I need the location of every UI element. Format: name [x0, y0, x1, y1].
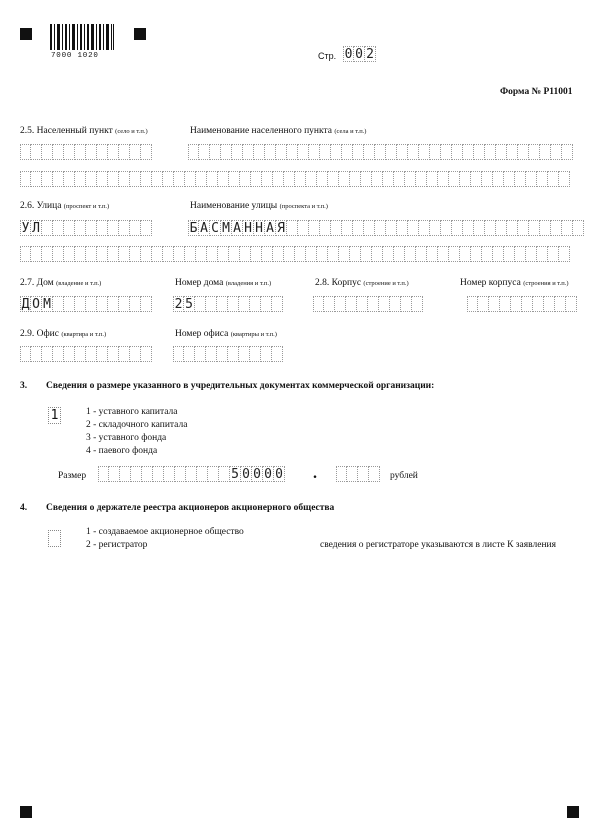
section3-number: 3. [20, 381, 28, 391]
street-name-char: А [265, 220, 276, 236]
settlement-name-label: Наименование населенного пункта (села и т.п.) [190, 126, 367, 136]
building-label: 2.8. Корпус (строение и т.п.) [315, 278, 409, 288]
capital-type-checkbox[interactable]: 1 [48, 407, 61, 424]
street-name-char: А [232, 220, 243, 236]
street-name-char: А [199, 220, 210, 236]
office-number-field[interactable] [173, 346, 283, 362]
corner-marker-bottom-left [20, 806, 32, 818]
registry-option-2: 2 - регистратор [86, 540, 148, 550]
registry-option-1: 1 - создаваемое акционерное общество [86, 527, 244, 537]
house-type-field[interactable] [20, 296, 152, 312]
house-type-char: М [42, 296, 53, 312]
building-number-label: Номер корпуса (строения и т.п.) [460, 278, 569, 288]
currency-label: рублей [390, 471, 418, 481]
street-type-char: Л [31, 220, 42, 236]
registry-holder-checkbox[interactable] [48, 530, 61, 547]
settlement-name-field-row2[interactable] [20, 171, 570, 187]
street-name-char: М [221, 220, 232, 236]
house-number-field[interactable] [173, 296, 283, 312]
street-name-field-row2[interactable] [20, 246, 570, 262]
house-type-char: О [31, 296, 42, 312]
settlement-name-field[interactable] [188, 144, 573, 160]
size-label: Размер [58, 471, 87, 481]
settlement-type-field[interactable] [20, 144, 152, 160]
street-label: 2.6. Улица (проспект и т.п.) [20, 201, 110, 211]
form-title: Форма № Р11001 [500, 87, 573, 97]
office-label: 2.9. Офис (квартира и т.п.) [20, 329, 107, 339]
amount-digit: 0 [274, 466, 285, 482]
registrar-note: сведения о регистраторе указываются в листе К заявления [320, 540, 556, 550]
house-number-char: 5 [184, 296, 195, 312]
barcode [50, 24, 114, 50]
page-number-digit: 0 [354, 46, 365, 62]
section3-title: Сведения о размере указанного в учредительных документах коммерческой организации: [46, 381, 435, 391]
corner-marker-top-right [134, 28, 146, 40]
building-number-field[interactable] [467, 296, 577, 312]
page-number-cells [343, 46, 376, 62]
street-name-label: Наименование улицы (проспекта и т.п.) [190, 201, 328, 211]
amount-digit: 5 [230, 466, 241, 482]
street-name-field[interactable] [188, 220, 584, 236]
office-type-field[interactable] [20, 346, 152, 362]
street-name-char: С [210, 220, 221, 236]
house-number-label: Номер дома (владения и т.п.) [175, 278, 272, 288]
capital-amount-field[interactable] [98, 466, 285, 482]
capital-option-4: 4 - паевого фонда [86, 446, 158, 456]
capital-option-3: 3 - уставного фонда [86, 433, 167, 443]
page-label: Стр. [318, 51, 337, 61]
corner-marker-bottom-right [567, 806, 579, 818]
section4-number: 4. [20, 503, 28, 513]
section4-title: Сведения о держателе реестра акционеров акционерного общества [46, 503, 335, 513]
house-number-char: 2 [174, 297, 183, 312]
office-number-label: Номер офиса (квартиры и т.п.) [175, 329, 277, 339]
house-label: 2.7. Дом (владение и т.п.) [20, 278, 102, 288]
settlement-label: 2.5. Населенный пункт (село и т.п.) [20, 126, 148, 136]
street-type-field[interactable] [20, 220, 152, 236]
street-name-char: Б [189, 221, 198, 236]
amount-digit: 0 [252, 466, 263, 482]
house-type-char: Д [21, 297, 30, 312]
barcode-number: 7000 1020 [51, 52, 99, 60]
page-number-digit: 0 [344, 47, 353, 62]
capital-amount-fraction-field[interactable] [336, 466, 380, 482]
corner-marker-top-left [20, 28, 32, 40]
street-name-char: Н [254, 220, 265, 236]
amount-digit: 0 [241, 466, 252, 482]
street-name-char: Н [243, 220, 254, 236]
amount-digit: 0 [263, 466, 274, 482]
capital-option-1: 1 - уставного капитала [86, 407, 178, 417]
building-type-field[interactable] [313, 296, 423, 312]
decimal-point: . [313, 465, 317, 482]
page-number-digit: 2 [365, 46, 376, 62]
street-type-char: У [21, 221, 30, 236]
street-name-char: Я [276, 220, 287, 236]
capital-option-2: 2 - складочного капитала [86, 420, 188, 430]
